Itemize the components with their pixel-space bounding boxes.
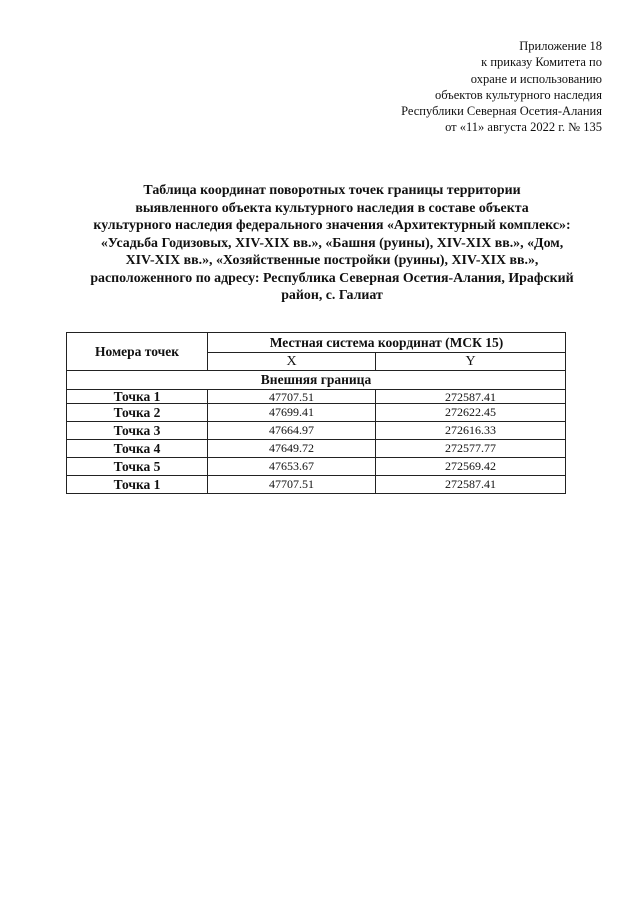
x-value: 47707.51 (208, 476, 376, 494)
y-value: 272587.41 (376, 390, 566, 404)
table-row (67, 404, 566, 422)
table-row (67, 458, 566, 476)
point-name: Точка 2 (67, 404, 208, 422)
x-column-header: X (208, 353, 376, 371)
appendix-note (302, 38, 602, 136)
point-name: Точка 3 (67, 422, 208, 440)
y-value: 272577.77 (376, 440, 566, 458)
title-line: «Усадьба Годизовых, XIV-XIX вв.», «Башня (руины), XIV-XIX вв.», «Дом, (100, 235, 564, 251)
y-value: 272616.33 (376, 422, 566, 440)
appendix-line: Республики Северная Осетия-Алания (401, 104, 602, 119)
coordinates-table (66, 332, 566, 494)
y-value: 272622.45 (376, 404, 566, 422)
point-name: Точка 1 (67, 390, 208, 404)
title-line: Таблица координат поворотных точек границы территории (143, 183, 521, 198)
point-name: Точка 1 (67, 476, 208, 494)
title-line: XIV-XIX вв.», «Хозяйственные постройки (руины), XIV-XIX вв.», (125, 253, 539, 268)
x-value: 47649.72 (208, 440, 376, 458)
point-name: Точка 4 (67, 440, 208, 458)
point-name: Точка 5 (67, 458, 208, 476)
table-row (67, 440, 566, 458)
title-line: расположенного по адресу: Республика Северная Осетия-Алания, Ирафский (90, 270, 574, 286)
title-line: выявленного объекта культурного наследия в составе объекта (135, 200, 529, 216)
section-row (67, 371, 566, 390)
table-row (67, 422, 566, 440)
x-value: 47653.67 (208, 458, 376, 476)
section-label: Внешняя граница (67, 371, 566, 390)
x-value: 47664.97 (208, 422, 376, 440)
title-line: район, с. Галиат (281, 288, 383, 303)
appendix-line: от «11» августа 2022 г. № 135 (445, 120, 602, 135)
x-value: 47699.41 (208, 404, 376, 422)
y-column-header: Y (376, 353, 566, 371)
x-value: 47707.51 (208, 390, 376, 404)
appendix-line: Приложение 18 (519, 39, 602, 53)
table-header-row (67, 333, 566, 353)
title-line: культурного наследия федерального значения «Архитектурный комплекс»: (93, 218, 571, 233)
appendix-line: охране и использованию (470, 71, 602, 86)
y-value: 272569.42 (376, 458, 566, 476)
table-row (67, 390, 566, 404)
appendix-line: объектов культурного наследия (435, 87, 602, 102)
points-column-header: Номера точек (67, 333, 208, 371)
document-title (62, 182, 602, 305)
appendix-line: к приказу Комитета по (481, 55, 602, 70)
y-value: 272587.41 (376, 476, 566, 494)
table-row (67, 476, 566, 494)
coordinate-system-header: Местная система координат (МСК 15) (208, 333, 566, 353)
